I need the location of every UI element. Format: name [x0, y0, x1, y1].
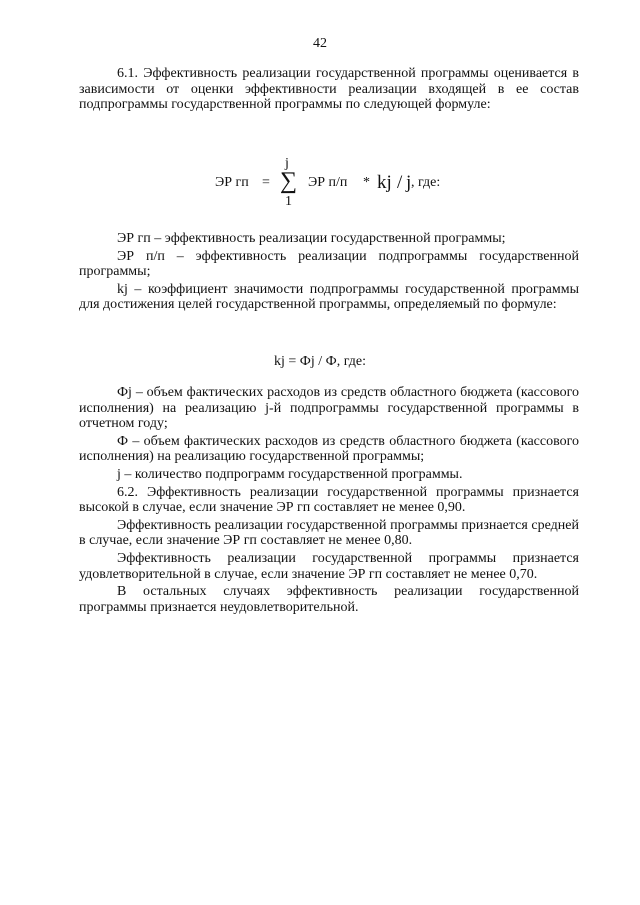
def-j: j – количество подпрограмм государственной программы.: [117, 466, 463, 482]
def-fj: Фj – объем фактических расходов из средств областного бюджета (кассового исполнения) на реализацию j-й подпрограммы государственной программы в отчетном году;: [79, 385, 579, 432]
formula-slash: /: [397, 172, 403, 193]
page-number: 42: [313, 36, 327, 51]
formula-where: , где:: [411, 175, 441, 190]
paragraph-satisfactory: Эффективность реализации государственной программы признается удовлетворительной в случае, если значение ЭР гп составляет не менее 0,70.: [79, 550, 579, 582]
paragraph-unsatisfactory: В остальных случаях эффективность реализации государственной программы признается неудовлетворительной.: [79, 584, 579, 615]
sum-sign: ∑: [280, 168, 298, 194]
formula-term: ЭР п/п: [308, 175, 348, 190]
paragraph-6-1: 6.1. Эффективность реализации государственной программы оценивается в зависимости от оценки эффективности реализации входящей в ее состав подпрограммы государственной программы по следующей формуле:: [79, 66, 579, 113]
formula-er-gp: [215, 156, 515, 212]
formula-kj-definition: kj = Фj / Ф, где:: [274, 354, 366, 369]
formula-times: *: [363, 175, 370, 190]
formula-equals: =: [262, 175, 270, 190]
definitions-1: [79, 231, 579, 313]
formula-kj: kj: [377, 172, 392, 193]
sum-upper-limit: j: [285, 156, 289, 171]
def-er-gp: ЭР гп – эффективность реализации государственной программы;: [117, 231, 506, 246]
paragraph-medium: Эффективность реализации государственной программы признается средней в случае, если значение ЭР гп составляет не менее 0,80.: [79, 517, 579, 549]
paragraph-6-2: 6.2. Эффективность реализации государственной программы признается высокой в случае, если значение ЭР гп составляет не менее 0,90.: [79, 484, 579, 516]
formula-j: j: [406, 172, 412, 193]
def-kj: kj – коэффициент значимости подпрограммы государственной программы для достижения целей государственной программы, определяемый по формуле:: [79, 281, 579, 313]
section-6-1: [79, 66, 579, 113]
definitions-2: [79, 385, 579, 615]
def-f: Ф – объем фактических расходов из средств областного бюджета (кассового исполнения) на реализацию государственной программы;: [79, 433, 579, 465]
def-er-pp: ЭР п/п – эффективность реализации подпрограммы государственной программы;: [79, 248, 579, 280]
sum-lower-limit: 1: [285, 194, 292, 209]
formula-lhs: ЭР гп: [215, 175, 249, 190]
